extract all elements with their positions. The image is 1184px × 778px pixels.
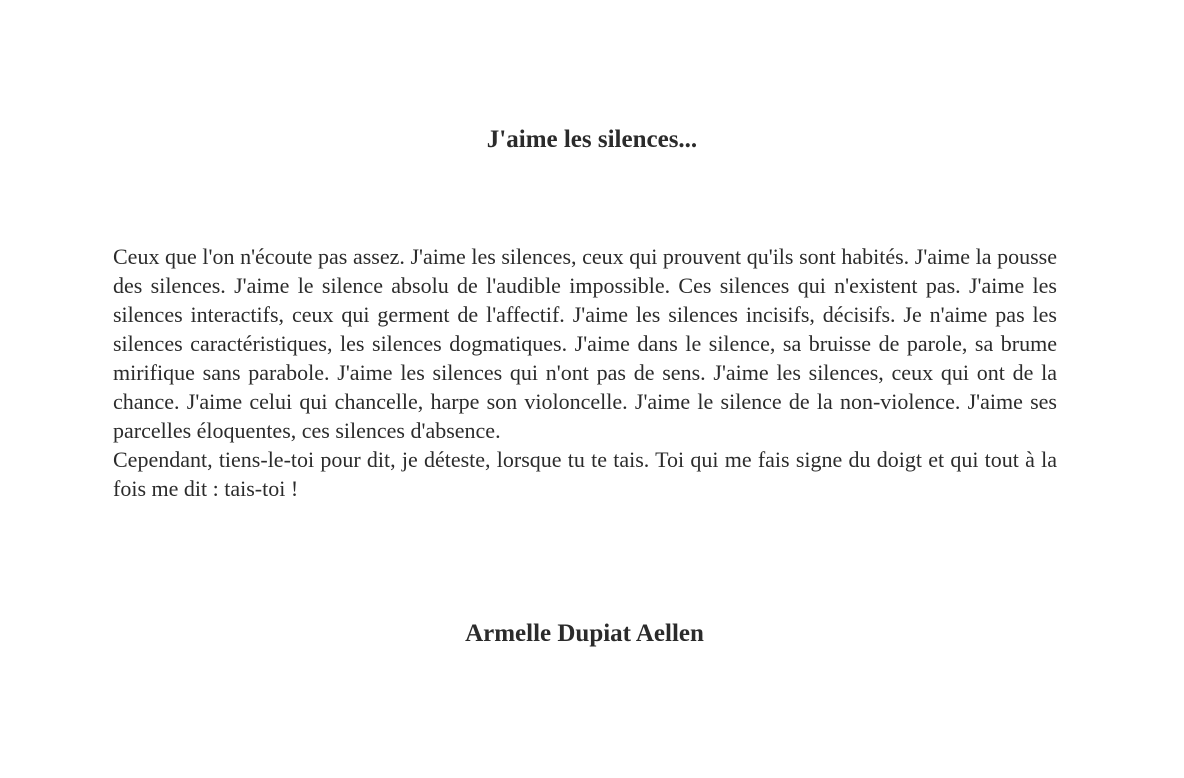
poem-title: J'aime les silences...: [486, 126, 698, 153]
poem-paragraph: Ceux que l'on n'écoute pas assez. J'aime les silences, ceux qui prouvent qu'ils sont habités. J'aime la pousse des silences. J'aime le silence absolu de l'audible impossible. Ces silences qui n'existent pas. J'aime les silences interactifs, ceux qui germent de l'affectif. J'aime les silences incisifs, décisifs. Je n'aime pas les silences caractéristiques, les silences dogmatiques. J'aime dans le silence, sa bruisse de parole, sa brume mirifique sans parabole. J'aime les silences qui n'ont pas de sens. J'aime les silences, ceux qui ont de la chance. J'aime celui qui chancelle, harpe son violoncelle. J'aime le silence de la non-violence. J'aime ses parcelles éloquentes, ces silences d'absence.: [113, 244, 1057, 443]
poem-body: [113, 242, 1057, 503]
poem-author: Armelle Dupiat Aellen: [465, 620, 704, 647]
poem-paragraph: Cependant, tiens-le-toi pour dit, je déteste, lorsque tu te tais. Toi qui me fais signe du doigt et qui tout à la fois me dit : tais-toi !: [113, 447, 1057, 501]
